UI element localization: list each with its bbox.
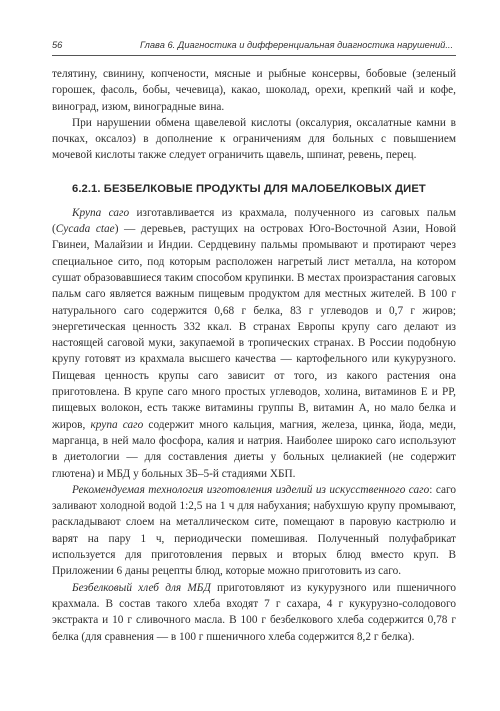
sago-text-b: ) — деревьев, растущих на островах Юго-Восточной Азии, Новой Гвинеи, Малайзии и Индии. Сердцевину пальмы промывают и протирают через специальное сито, под которым расположен нагретый лист металла, на котором сушат образовавшиеся таким способом крупинки. В местах произрастания саговых пальм саго является важным пищевым продуктом для местных жителей. В 100 г натурального саго содержится 0,68 г белка, 83 г углеводов и 0,7 г жиров; энергетическая ценность 332 ккал. В странах Европы крупу саго делают из настоящей саговой муки, закупаемой в тропических странах. В России подобную крупу готовят из крахмала высшего качества — картофельного или кукурузного. Пищевая ценность крупы саго зависит от того, из какого растения она приготовлена. В крупе саго много простых углеводов, холина, витаминов Е и РР, пищевых волокон, есть также витамины группы В, витамин А, но мало белка и жиров, [52, 223, 456, 431]
term-sago-2: крупа саго [90, 418, 144, 431]
latin-name: Cycada ctae [55, 223, 115, 236]
paragraph-continuation: телятину, свинину, копчености, мясные и рыбные консервы, бобовые (зеленый горошек, фасоль, бобы, чечевица), какао, шоколад, орехи, крепкий чай и кофе, виноград, изюм, виноградные вина. [52, 68, 456, 113]
running-header [52, 40, 456, 56]
term-sago: Крупа саго [72, 206, 130, 219]
body-text [52, 66, 456, 645]
paragraph-sago-technology [52, 482, 456, 580]
paragraph-sago [52, 205, 456, 482]
book-page [52, 40, 456, 645]
technology-text: : саго заливают холодной водой 1:2,5 на 1 ч для набухания; набухшую крупу промывают, раскладывают слоем на металлическом сите, помещают в паровую кастрюлю и варят на пару 1 ч, периодически помешивая. Полученный полуфабрикат используется для приготовления первых и вторых блюд вместо круп. В Приложении 6 даны рецепты блюд, которые можно приготовить из саго. [52, 483, 456, 578]
sago-text-a: изготавливается из крахмала, полученного из саговых пальм ( [52, 206, 457, 236]
paragraph-oxaluria: При нарушении обмена щавелевой кислоты (оксалурия, оксалатные камни в почках, оксалоз) в дополнение к ограничениям для больных с повышением мочевой кислоты также следует ограничить щавель, шпинат, ревень, перец. [52, 116, 456, 162]
bread-lead: Безбелковый хлеб для МБД [72, 581, 211, 594]
bread-text: приготовляют из кукурузного или пшеничного крахмала. В состав такого хлеба входят 7 г сахара, 4 г кукурузно-солодового экстракта и 10 г сливочного масла. В 100 г безбелкового хлеба содержится 0,78 г белка (для сравнения — в 100 г пшеничного хлеба содержится 8,2 г белка). [52, 581, 456, 643]
paragraph-protein-free-bread [52, 580, 456, 645]
page-number: 56 [52, 40, 63, 50]
technology-lead: Рекомендуемая технология изготовления изделий из искусственного саго [72, 483, 430, 496]
sago-text-c: содержит много кальция, магния, железа, цинка, йода, меди, марганца, в ней мало фосфора, калия и натрия. Наиболее широко саго используют в диетологии — для составления диеты у больных целиакией (не содержит глютена) и МБД у больных 3Б–5-й стадиями ХБП. [52, 418, 456, 480]
chapter-title: Глава 6. Диагностика и дифференциальная диагностика нарушений... [140, 40, 454, 50]
section-heading: 6.2.1. БЕЗБЕЛКОВЫЕ ПРОДУКТЫ ДЛЯ МАЛОБЕЛКОВЫХ ДИЕТ [72, 182, 426, 195]
